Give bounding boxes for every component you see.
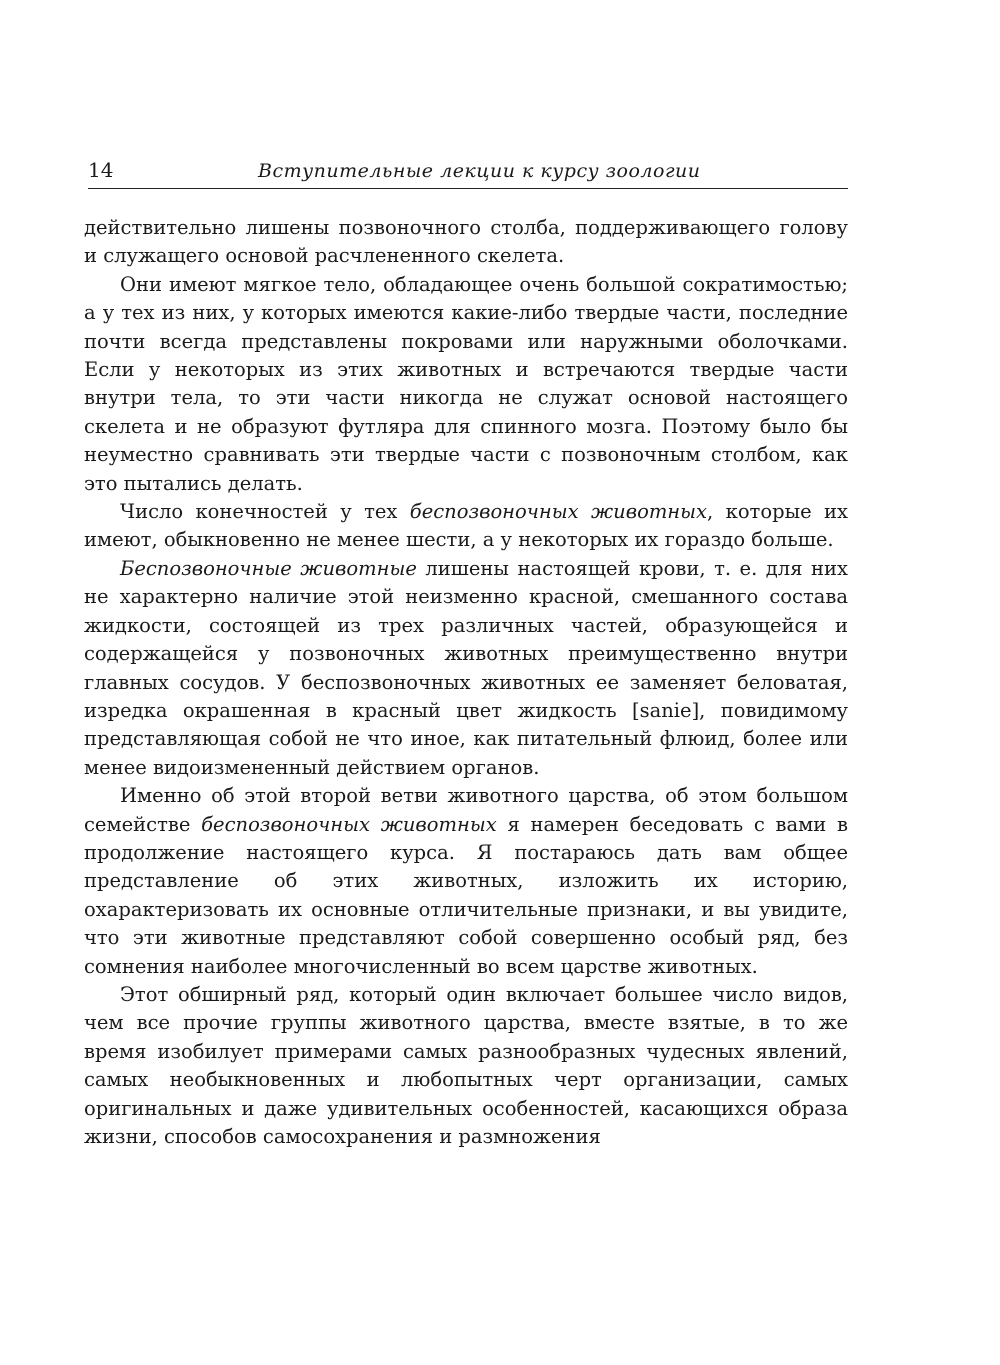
text-segment: действительно лишены позвоночного столба, поддерживающего голову и служащего основой расчлененного скелета. [84,216,848,268]
text-segment: лишены настоящей крови, т. е. для них не характерно наличие этой неизменно красной, смешанного состава жидкости, состоящей из трех различных частей, образующейся и содержащейся у позвоночных животных преимущественно внутри главных сосудов. У беспозвоночных животных ее заменяет беловатая, изредка окрашенная в красный цвет жидкость [sanie], повидимому представляющая собой не что иное, как питательный флюид, более или менее видоизмененный действием органов. [84,556,848,779]
text-segment: , которые их имеют, обыкновенно не менее шести, а у некоторых их гораздо больше. [84,500,849,552]
paragraph-2 [84,271,848,498]
paragraph-5 [84,782,848,981]
italic-term: Беспозвоночные животные [120,556,417,580]
paragraph-4 [84,555,848,782]
paragraph-6 [84,981,848,1151]
running-head: Вступительные лекции к курсу зоологии [258,160,701,182]
text-segment: Они имеют мягкое тело, обладающее очень большой сократимостью; а у тех из них, у которых имеются какие-либо твердые части, последние почти всегда представлены покровами или наружными оболочками. Если у некоторых из этих животных и встречаются твердые части внутри тела, то эти части никогда не служат основой настоящего скелета и не образуют футляра для спинного мозга. Поэтому было бы неуместно сравнивать эти твердые части с позвоночным столбом, как это пытались делать. [84,272,848,495]
body-text [84,214,848,1151]
text-segment: я намерен беседовать с вами в продолжение настоящего курса. Я постараюсь дать вам общее представление об этих животных, изложить их историю, охарактеризовать их основные отличительные признаки, и вы увидите, что эти животные представляют собой совершенно особый ряд, без сомнения наиболее многочисленный во всем царстве животных. [84,812,848,978]
italic-term: беспозвоночных животных [409,500,708,524]
text-segment: Число конечностей у тех [120,500,410,524]
page-header [88,152,848,189]
paragraph-1 [84,214,848,271]
italic-term: беспозвоночных животных [201,812,497,836]
page-number: 14 [88,158,114,182]
paragraph-3 [84,498,848,555]
text-segment: Именно об этой второй ветви животного царства, об этом большом семействе [84,784,848,836]
text-segment: Этот обширный ряд, который один включает большее число видов, чем все прочие группы животного царства, вместе взятые, в то же время изобилует примерами самых разнообразных чудесных явлений, самых необыкновенных и любопытных черт организации, самых оригинальных и даже удивительных особенностей, касающихся образа жизни, способов самосохранения и размножения [84,982,848,1148]
